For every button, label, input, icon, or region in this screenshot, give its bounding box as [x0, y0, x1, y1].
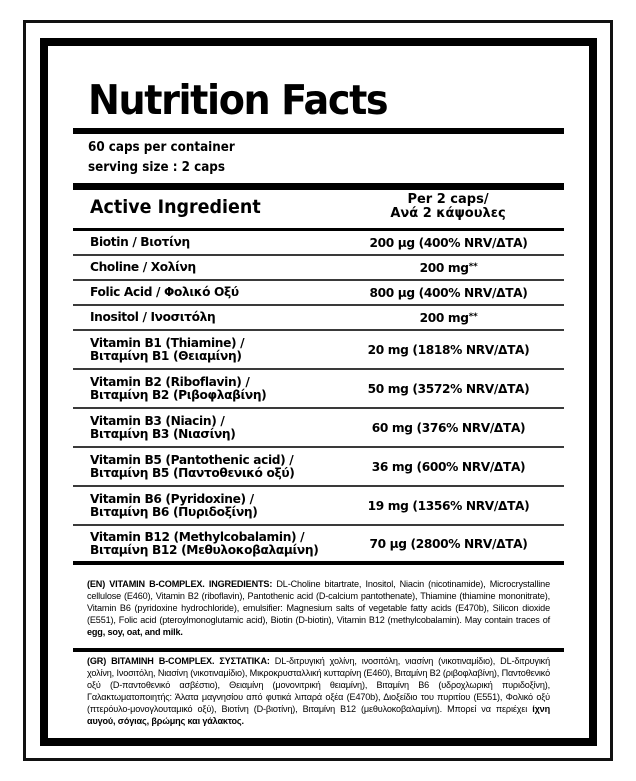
ingredients-gr-allergens: ίχνη αυγού, σόγιας, βρώμης και γάλακτος. — [87, 704, 550, 727]
ingredients-gr-heading: (GR) ΒΙΤΑΜΙΝΗ B-COMPLEX. ΣΥΣΤΑΤΙΚΑ: — [87, 656, 270, 666]
table-row — [73, 370, 564, 409]
nutrient-value: 70 µg (2800% NRV/ΔΤΑ) — [369, 536, 528, 551]
table-row — [73, 526, 564, 565]
nutrient-name: Choline / Χολίνη — [90, 260, 196, 274]
nutrient-value: 800 µg (400% NRV/ΔΤΑ) — [369, 285, 528, 300]
header-active-ingredient: Active Ingredient — [90, 196, 261, 218]
nutrient-value: 200 µg (400% NRV/ΔΤΑ) — [369, 235, 528, 250]
ingredients-en — [73, 578, 564, 638]
ingredients-gr-body: DL-διτρυγική χολίνη, ινοσιτόλη, νιασίνη (νικοτιναμίδιο), DL-διτρυγική χολίνη, Ινοσιτόλη, Νιασίνη (νικοτιναμίδιο), Μικροκρυσταλλική κυτταρίνη (E460), Βιταμίνη B2 (ριβοφλαβίνη), Παντοθενικό οξύ (D-παντοθενικό ασβέστιο), Θειαμίνη (μονονιτρική θειαμίνη), Βιταμίνη B6 (υδροχλωρική πυριδοξίνη), Γαλακτωματοποιητής: Άλατα μαγνησίου από φυτικά λιπαρά οξέα (E470b), Διοξείδιο του πυριτίου (E551), Φολικό οξύ (πτερόυλο-μονογλουταμικό οξύ), Βιοτίνη (D-βιοτίνη), Βιταμίνη B12 (μεθυλοκοβαλαμίνη). Μπορεί να περιέχει — [87, 656, 550, 715]
divider-thick — [73, 128, 564, 134]
header-amount-en: Per 2 caps/ — [407, 192, 489, 207]
nutrient-name: Vitamin B2 (Riboflavin) / Βιταμίνη B2 (Ριβοφλαβίνη) — [90, 374, 267, 402]
ingredients-divider — [73, 648, 564, 652]
table-row — [73, 487, 564, 526]
nutrient-name: Biotin / Βιοτίνη — [90, 235, 190, 249]
nutrient-table — [73, 231, 564, 565]
label-title: Nutrition Facts — [88, 76, 388, 124]
nutrient-name: Vitamin B5 (Pantothenic acid) / Βιταμίνη B5 (Παντοθενικό οξύ) — [90, 452, 295, 480]
nutrient-name: Vitamin B6 (Pyridoxine) / Βιταμίνη B6 (Πυριδοξίνη) — [90, 491, 258, 519]
table-row — [73, 331, 564, 370]
nutrient-value: 60 mg (376% NRV/ΔΤΑ) — [371, 420, 526, 435]
table-row — [73, 256, 564, 281]
servings-per-container: 60 caps per container — [88, 140, 235, 155]
header-amount-gr: Ανά 2 κάψουλες — [390, 206, 506, 221]
ingredients-en-allergens: egg, soy, oat, and milk. — [87, 627, 183, 638]
table-row — [73, 306, 564, 331]
nutrient-value: 200 mg** — [419, 310, 478, 325]
nutrient-value: 50 mg (3572% NRV/ΔΤΑ) — [367, 381, 530, 396]
ingredients-gr — [73, 655, 564, 728]
nutrient-value: 36 mg (600% NRV/ΔΤΑ) — [371, 459, 526, 474]
footnote-marker: ** — [468, 261, 478, 272]
divider-thick — [73, 183, 564, 190]
nutrient-value: 19 mg (1356% NRV/ΔΤΑ) — [367, 498, 530, 513]
nutrient-value: 200 mg** — [419, 260, 478, 275]
nutrient-name: Folic Acid / Φολικό Οξύ — [90, 285, 239, 299]
ingredients-en-body: DL-Choline bitartrate, Inositol, Niacin (nicotinamide), Microcrystalline cellulose (E460), Vitamin B2 (riboflavin), Pantothenic acid (D-calcium pantothenate), Thiamine (thiamine mononitrate), Vitamin B6 (pyridoxine hydrochloride), emulsifier: Magnesium salts of vegetable fatty acids (E470b), Silicon dioxide (E551), Folic acid (pteroylmonoglutamic acid), Biotin (D-biotin), Vitamin B12 (methylcobalamin). May contain traces of — [87, 579, 550, 626]
table-row — [73, 448, 564, 487]
nutrient-value: 20 mg (1818% NRV/ΔΤΑ) — [367, 342, 530, 357]
nutrient-name: Vitamin B3 (Niacin) / Βιταμίνη B3 (Νιασίνη) — [90, 413, 236, 441]
nutrient-name: Vitamin B1 (Thiamine) / Βιταμίνη B1 (Θειαμίνη) — [90, 335, 245, 363]
nutrient-name: Vitamin B12 (Methylcobalamin) / Βιταμίνη B12 (Μεθυλοκοβαλαμίνη) — [90, 529, 319, 557]
header-amount — [333, 193, 563, 221]
table-row — [73, 231, 564, 256]
table-row — [73, 281, 564, 306]
serving-size: serving size : 2 caps — [88, 160, 225, 175]
nutrient-name: Inositol / Ινοσιτόλη — [90, 310, 216, 324]
table-row — [73, 409, 564, 448]
ingredients-en-heading: (EN) VITAMIN B-COMPLEX. INGREDIENTS: — [87, 579, 273, 589]
footnote-marker: ** — [468, 311, 478, 322]
